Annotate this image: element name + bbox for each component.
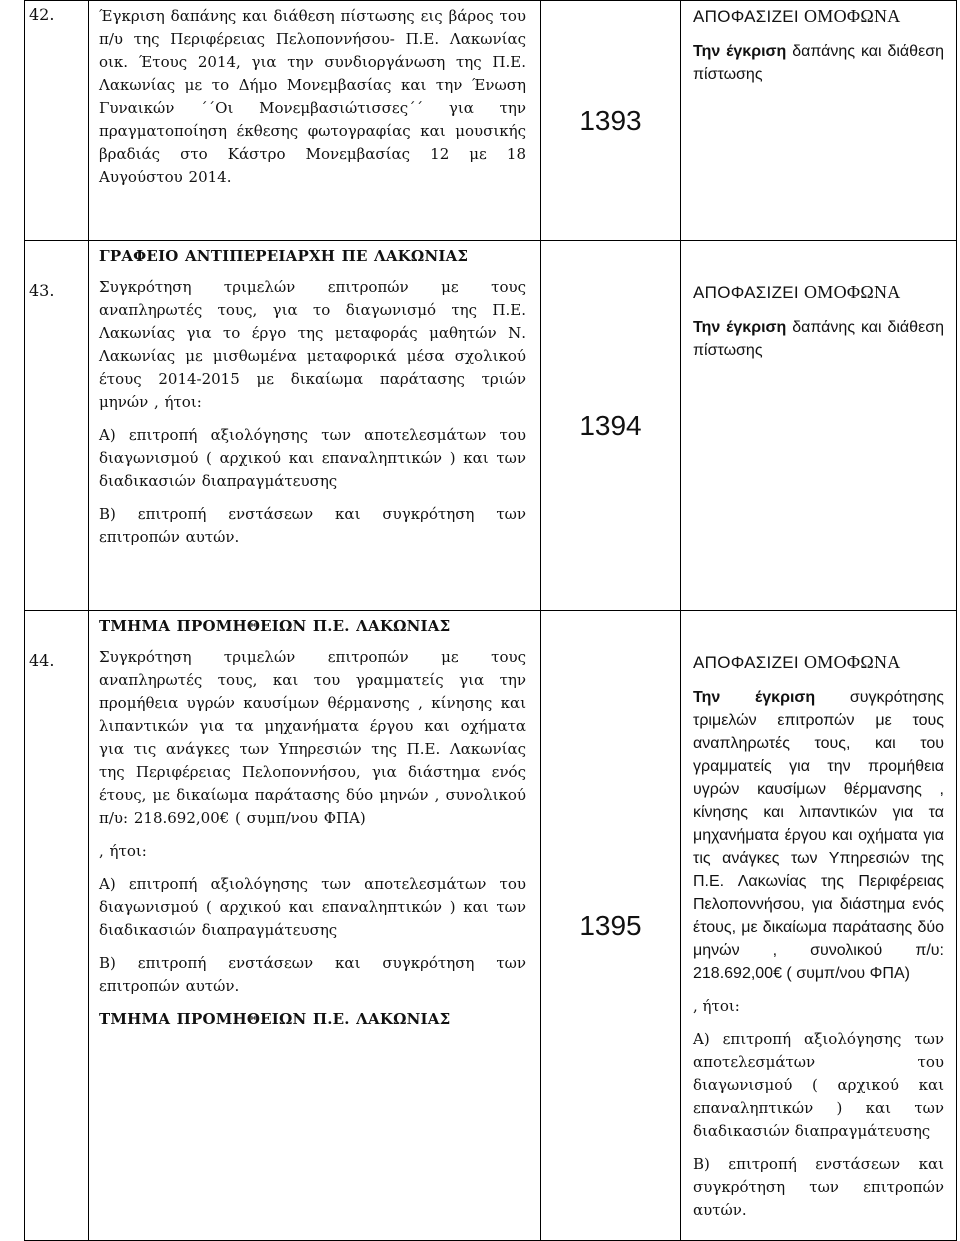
item-number: 43.: [25, 241, 89, 611]
subject-intro: , ήτοι:: [99, 842, 147, 860]
item-number: 44.: [25, 611, 89, 1241]
result-heading: ΑΠΟΦΑΣΙΖΕΙ ΟΜΟΦΩΝΑ: [693, 6, 901, 26]
subject-cell: [89, 611, 541, 1241]
result-cell: [681, 1, 957, 241]
result-text: Την έγκριση συγκρότησης τριμελών επιτροπών με τους αναπληρωτές τους, και του γραμματείς για την προμήθεια υγρών καυσίμων θέρμανσης , κίνησης και λιπαντικών για τα μηχανήματα έργου και οχήματα για τις ανάγκες των Υπηρεσιών της Π.Ε. Λακωνίας της Περιφέρειας Πελοποννήσου, για διάστημα ενός έτους, με δικαίωμα παράτασης δύο μηνών , συνολικού π/υ: 218.692,00€ ( συμπ/νου ΦΠΑ): [693, 689, 944, 982]
office-label: ΤΜΗΜΑ ΠΡΟΜΗΘΕΙΩΝ Π.Ε. ΛΑΚΩΝΙΑΣ: [99, 617, 451, 635]
result-heading: ΑΠΟΦΑΣΙΖΕΙ ΟΜΟΦΩΝΑ: [693, 282, 901, 302]
table-row: [25, 1, 957, 241]
result-item-b: Β) επιτροπή ενστάσεων και συγκρότηση των επιτροπών αυτών.: [693, 1155, 944, 1219]
result-cell: [681, 611, 957, 1241]
result-cell: [681, 241, 957, 611]
office-label: ΤΜΗΜΑ ΠΡΟΜΗΘΕΙΩΝ Π.Ε. ΛΑΚΩΝΙΑΣ: [99, 1010, 451, 1028]
result-intro: , ήτοι:: [693, 997, 740, 1015]
subject-cell: [89, 241, 541, 611]
subject-text: Συγκρότηση τριμελών επιτροπών με τους αναπληρωτές τους, για το διαγωνισμό της Π.Ε. Λακωνίας για το έργο της μεταφοράς μαθητών Ν. Λακωνίας με μισθωμένα μεταφορικά μέσα σχολικού έτους 2014-2015 με δικαίωμα παράτασης τριών μηνών , ήτοι:: [99, 278, 526, 411]
subject-cell: [89, 1, 541, 241]
result-text: Την έγκριση δαπάνης και διάθεση πίστωσης: [693, 319, 944, 359]
result-item-a: Α) επιτροπή αξιολόγησης των αποτελεσμάτων του διαγωνισμού ( αρχικού και επαναληπτικών ) και των διαδικασιών διαπραγμάτευσης: [693, 1030, 944, 1140]
subject-item-b: Β) επιτροπή ενστάσεων και συγκρότηση των επιτροπών αυτών.: [99, 505, 526, 546]
result-text: Την έγκριση δαπάνης και διάθεση πίστωσης: [693, 43, 944, 83]
decision-number: 1393: [541, 1, 681, 241]
decision-number: 1395: [541, 611, 681, 1241]
result-heading: ΑΠΟΦΑΣΙΖΕΙ ΟΜΟΦΩΝΑ: [693, 652, 901, 672]
office-label: ΓΡΑΦΕΙΟ ΑΝΤΙΠΕΡΕΙΑΡΧΗ ΠΕ ΛΑΚΩΝΙΑΣ: [99, 247, 469, 265]
decision-number: 1394: [541, 241, 681, 611]
subject-item-a: Α) επιτροπή αξιολόγησης των αποτελεσμάτων του διαγωνισμού ( αρχικού και επαναληπτικών ) και των διαδικασιών διαπραγμάτευσης: [99, 426, 526, 490]
table-row: [25, 241, 957, 611]
subject-item-a: Α) επιτροπή αξιολόγησης των αποτελεσμάτων του διαγωνισμού ( αρχικού και επαναληπτικών ) και των διαδικασιών διαπραγμάτευσης: [99, 875, 526, 939]
subject-item-b: Β) επιτροπή ενστάσεων και συγκρότηση των επιτροπών αυτών.: [99, 954, 526, 995]
decisions-table: [24, 0, 957, 1241]
table-row: [25, 611, 957, 1241]
item-number: 42.: [25, 1, 89, 241]
subject-text: Έγκριση δαπάνης και διάθεση πίστωσης εις βάρος του π/υ της Περιφέρειας Πελοποννήσου- Π.Ε. Λακωνίας οικ. Έτους 2014, για την συνδιοργάνωση της Π.Ε. Λακωνίας με το Δήμο Μονεμβασίας και την Ένωση Γυναικών ΄΄Οι Μονεμβασιώτισσες΄΄ για την πραγματοποίηση έκθεσης φωτογραφίας και μουσικής βραδιάς στο Κάστρο Μονεμβασίας 12 με 18 Αυγούστου 2014.: [99, 7, 526, 186]
subject-text: Συγκρότηση τριμελών επιτροπών με τους αναπληρωτές τους, και του γραμματείς για την προμήθεια υγρών καυσίμων θέρμανσης , κίνησης και λιπαντικών για τα μηχανήματα έργου και οχήματα για τις ανάγκες των Υπηρεσιών της Π.Ε. Λακωνίας της Περιφέρειας Πελοποννήσου, για διάστημα ενός έτους, με δικαίωμα παράτασης δύο μηνών , συνολικού π/υ: 218.692,00€ ( συμπ/νου ΦΠΑ): [99, 648, 526, 827]
